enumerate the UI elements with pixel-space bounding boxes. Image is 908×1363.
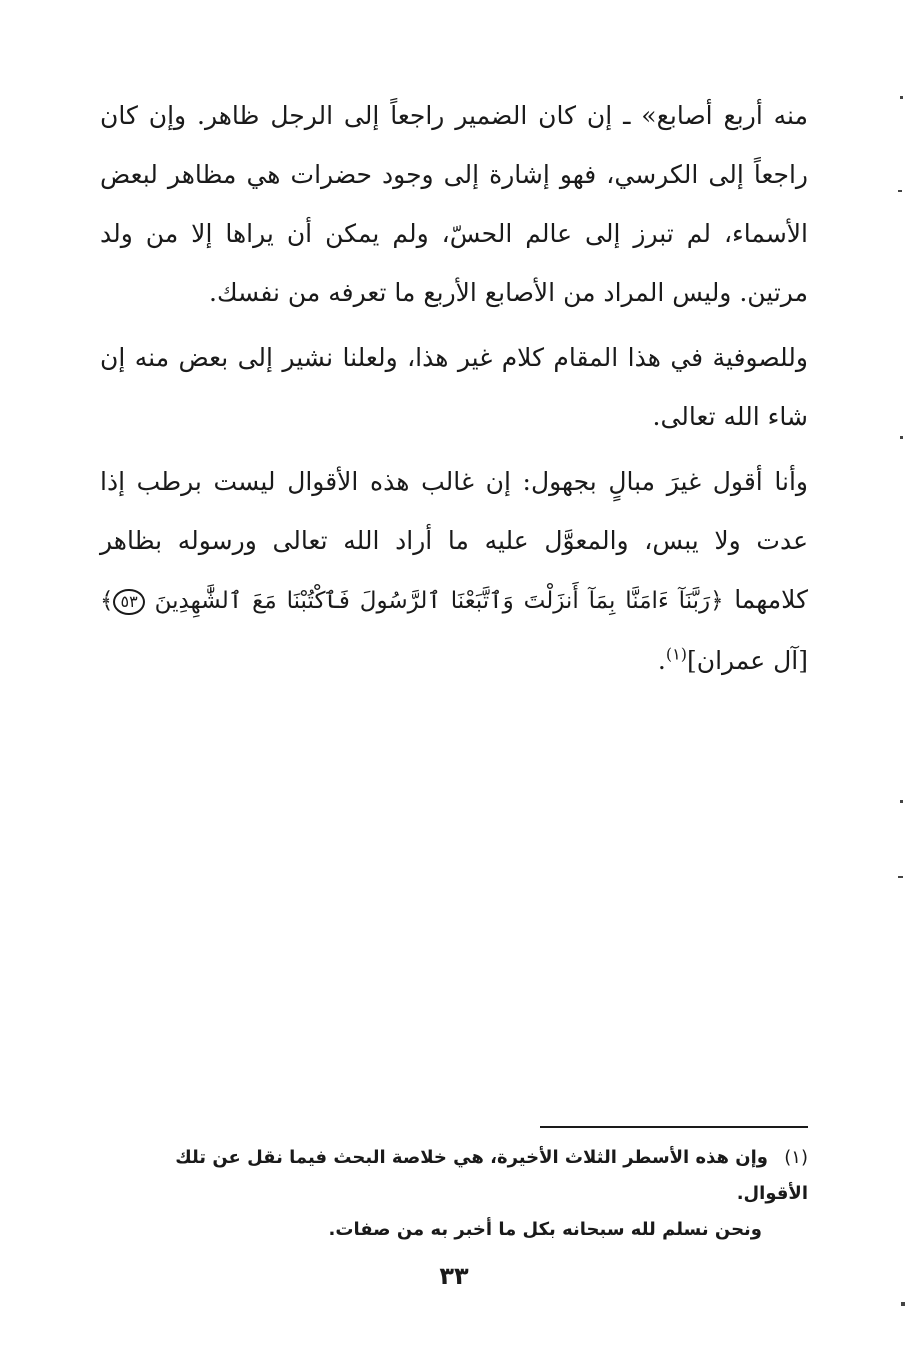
paragraph-3-text: وأنا أقول غيرَ مبالٍ بجهول: إن غالب هذه الأقوال ليست برطب إذا عدت ولا يبس، والمعوَّل عليه ما أراد الله تعالى ورسوله بظاهر كلامهما: [100, 467, 808, 614]
paragraph-3-end: .: [657, 646, 666, 675]
paragraph-3: [100, 452, 808, 690]
quran-close-bracket: ﴾: [100, 588, 114, 614]
quran-verse: [100, 588, 724, 614]
scan-speck: [898, 876, 903, 878]
paragraph-1: منه أربع أصابع» ـ إن كان الضمير راجعاً إلى الرجل ظاهر. وإن كان راجعاً إلى الكرسي، فهو إشارة إلى وجود حضرات هي مظاهر لبعض الأسماء، لم تبرز إلى عالم الحسّ، ولم يمكن أن يراها إلا من ولد مرتين. وليس المراد من الأصابع الأربع ما تعرفه من نفسك.: [100, 101, 808, 307]
paragraph-2: وللصوفية في هذا المقام كلام غير هذا، ولعلنا نشير إلى بعض منه إن شاء الله تعالى.: [100, 343, 808, 431]
scan-speck: [901, 1302, 905, 1306]
main-text: [100, 86, 808, 696]
page-number: ٣٣: [439, 1262, 469, 1290]
scan-speck: [898, 190, 902, 192]
footnote-line-2: ونحن نسلم لله سبحانه بكل ما أخبر به من صفات.: [328, 1219, 762, 1240]
footnote-reference[interactable]: (١): [665, 644, 687, 664]
quran-verse-text: رَبَّنَآ ءَامَنَّا بِمَآ أَنزَلْتَ وَٱتَّبَعْنَا ٱلرَّسُولَ فَٱكْتُبْنَا مَعَ ٱلشَّٰهِدِينَ: [154, 588, 711, 614]
verse-citation: [آل عمران]: [686, 646, 808, 675]
footnote-separator: [540, 1126, 808, 1128]
ayah-number: ٥٣: [113, 589, 144, 615]
scan-speck: [900, 96, 903, 99]
scan-speck: [900, 800, 903, 803]
footnote-marker: (١): [784, 1147, 808, 1168]
quran-open-bracket: ﴿: [710, 588, 724, 614]
footnote-line-1: وإن هذه الأسطر الثلاث الأخيرة، هي خلاصة البحث فيما نقل عن تلك الأقوال.: [175, 1147, 808, 1204]
footnote: [100, 1140, 808, 1248]
scan-speck: [900, 436, 903, 439]
